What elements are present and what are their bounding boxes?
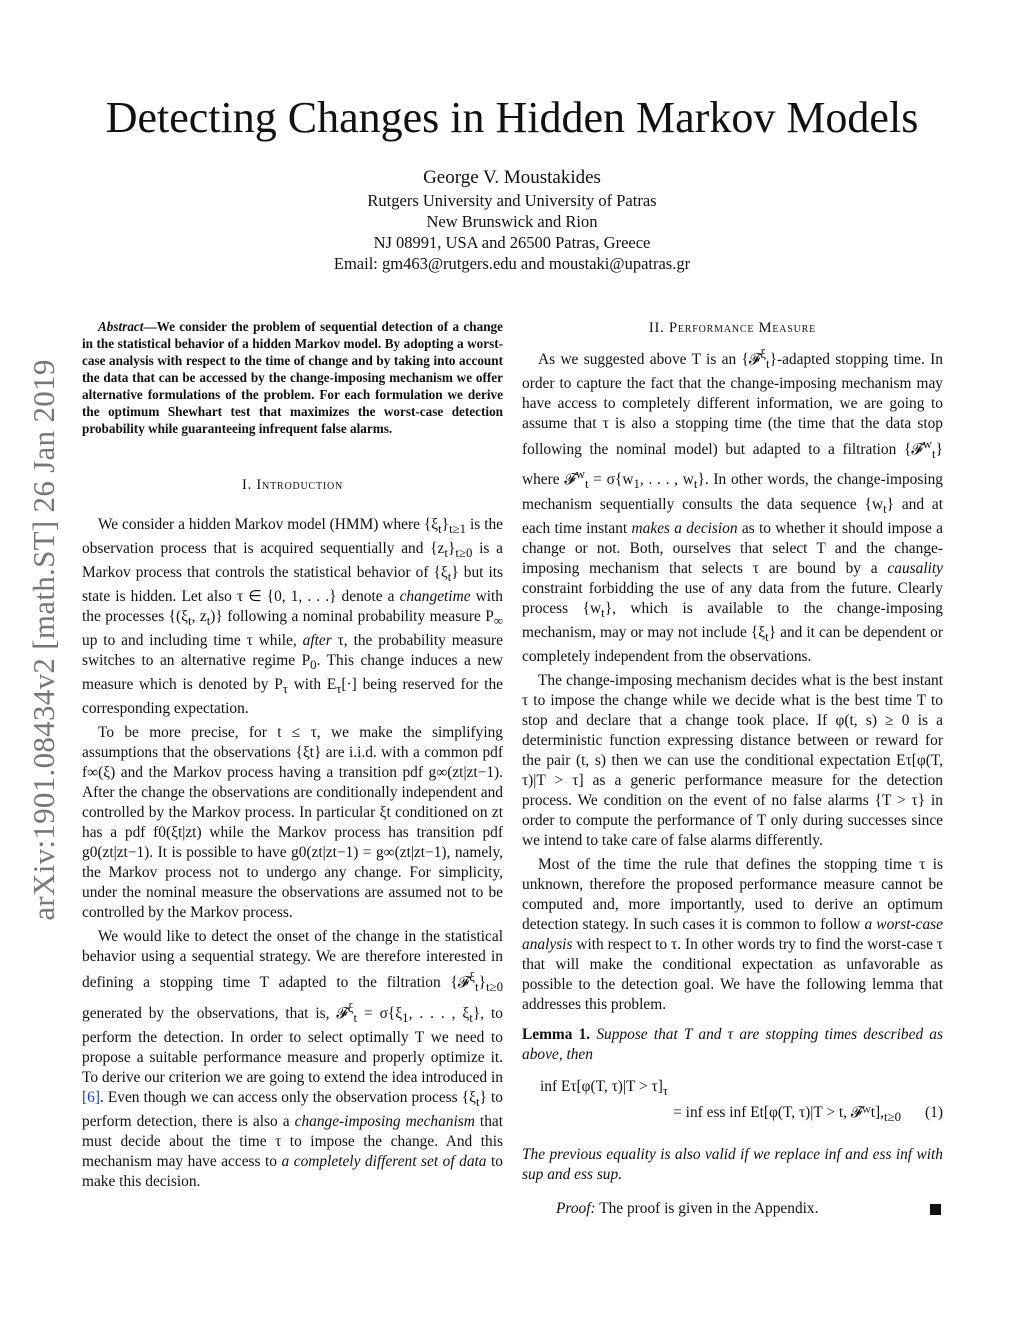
section-heading-introduction: I. Introduction — [241, 477, 344, 493]
lemma-1 — [522, 1025, 943, 1065]
abstract — [82, 318, 503, 437]
author-email: Email: gm463@rutgers.edu and moustaki@upatras.gr — [333, 254, 691, 273]
paper-title: Detecting Changes in Hidden Markov Models — [105, 93, 919, 142]
equation-1 — [522, 1075, 943, 1139]
author-block — [0, 166, 1024, 274]
performance-paragraph-3: Most of the time the rule that defines the stopping time τ is unknown, therefore the proposed performance measure cannot be computed and, more importantly, used to derive an optimum detection stategy. In such cases it is common to follow a worst-case analysis with respect to τ. In other words try to find the worst-case τ that will make the conditional expectation as unfavorable as possible to the detection goal. We have the following lemma that addresses this problem. — [522, 855, 943, 1013]
proof-label: Proof: — [556, 1199, 596, 1217]
lemma-statement: Suppose that T and τ are stopping times described as above, then — [522, 1025, 943, 1063]
performance-paragraph-2: The change-imposing mechanism decides what is the best instant τ to impose the change while we decide what is the best time T to stop and declare that a change took place. If φ(t, s) ≥ 0 is a deterministic function expressing distance between or reward for the pair (t, s) then we can use the conditional expectation Eτ[φ(T, τ)|T > τ] as a generic performance measure for the detection process. We condition on the event of no false alarms {T > τ} in order to compute the performance of T only during successes since we intend to take care of false alarms differently. — [522, 671, 943, 849]
arxiv-identifier[interactable]: arXiv:1901.08434v2 [math.ST] 26 Jan 2019 — [26, 359, 61, 921]
author-affiliation-3: NJ 08991, USA and 26500 Patras, Greece — [373, 233, 651, 252]
intro-paragraph-2: To be more precise, for t ≤ τ, we make the simplifying assumptions that the observations {ξt} are i.i.d. with a common pdf f∞(ξ) and the Markov process having a transition pdf g∞(zt|zt−1). After the change the observations are conditionally independent and controlled by the Markov process. In particular ξt conditioned on zt has a pdf f0(ξt|zt) while the Markov process has transition pdf g0(zt|zt−1). It is possible to have g0(zt|zt−1) = g∞(zt|zt−1), namely, the Markov process not to undergo any change. For simplicity, under the nominal measure the observations are assumed not to be controlled by the Markov process. — [82, 724, 503, 922]
abstract-text: —We consider the problem of sequential detection of a change in the statistical behavior of a hidden Markov model. By adopting a worst-case analysis with respect to the time of change and by taking into account the data that can be accessed by the change-imposing mechanism we offer alternative formulations of the problem. For each formulation we derive the optimum Shewhart test that maximizes the worst-case detection probability while guaranteeing infrequent false alarms. — [82, 319, 503, 436]
left-column — [82, 318, 503, 1192]
author-affiliation-1: Rutgers University and University of Patras — [367, 191, 657, 210]
author-name: George V. Moustakides — [423, 167, 601, 188]
lemma-remark: The previous equality is also valid if we replace inf and ess inf with sup and ess sup. — [522, 1145, 943, 1183]
author-affiliation-2: New Brunswick and Rion — [426, 212, 598, 231]
right-column — [522, 318, 943, 1219]
qed-square-icon — [930, 1204, 941, 1215]
lemma-label: Lemma 1. — [522, 1025, 591, 1043]
proof — [522, 1199, 943, 1219]
equation-line-2: = inf ess inf Et[φ(T, τ)|T > t, $𝓕ᵂt],_{t\ge 0}$ — [673, 1103, 901, 1124]
equation-number: (1) — [925, 1103, 943, 1121]
section-heading-performance-measure: II. Performance Measure — [648, 320, 817, 336]
equation-line-1: inf Eτ[φ(T, $\tau)|T > \tau]_\tau$ — [540, 1077, 668, 1098]
citation-link-6[interactable]: [6] — [82, 1088, 100, 1106]
abstract-label: Abstract — [98, 319, 144, 334]
intro-paragraph-3: We would like to detect the onset of the change in the statistical behavior using a sequential strategy. We are therefore interested in defining a stopping time T adapted to the filtration $\{𝓕^\xi_t\}_{t\ge 0}$ generated by the observations, that is, 𝓕$^\xi_t$ = $\sigma\{\xi_1$, . . . , $\xi_t$}, to perform the detection. In order to select optimally T we need to propose a suitable performance measure and properly optimize it. To derive our criterion we are going to extend the idea introduced in [6]. Even though we can access only the observation process $\{\xi_t\}$ to perform detection, there is also a change-imposing mechanism that must decide about the time τ to impose the change. And this mechanism may have access to a completely different set of data to make this decision. — [82, 928, 503, 1190]
intro-paragraph-1: We consider a hidden Markov model (HMM) where $\{\xi_t\}_{t\ge 1}$ is the observation process that is acquired sequentially and $\{z_t\}_{t\ge 0}$ is a Markov process that controls the statistical behavior of $\{\xi_t\}$ but its state is hidden. Let also τ ∈ {0, 1, . . .} denote a changetime with the processes {($\xi_t$, $z_t$)} following a nominal probability measure $P_\infty$ up to and including time τ while, after τ, the probability measure switches to an alternative regime $P_0$. This change induces a new measure which is denoted by $P_\tau$ with $E_\tau[\cdot]$ being reserved for the corresponding expectation. — [82, 516, 503, 718]
performance-paragraph-1: As we suggested above T is an {𝓕$^\xi_t$}-adapted stopping time. In order to capture the fact that the change-imposing mechanism may have access to completely different information, we are going to assume that τ is also a stopping time (the time that the data stop following the nominal model) but adapted to a filtration {𝓕$^w_t$} where 𝓕$^w_t$ = $\sigma\{w_1$, . . . , $w_t$}. In other words, the change-imposing mechanism sequentially consults the data sequence $\{w_t\}$ and at each time instant makes a decision as to whether it should impose a change or not. Both, ourselves that select T and the change-imposing mechanism that selects τ are bound by a causality constraint forbidding the use of any data from the future. Clearly process $\{w_t\}$, which is available to the change-imposing mechanism, may or may not include $\{\xi_t\}$ and it can be dependent or completely independent from the observations. — [522, 347, 944, 665]
proof-text: The proof is given in the Appendix. — [595, 1199, 819, 1217]
